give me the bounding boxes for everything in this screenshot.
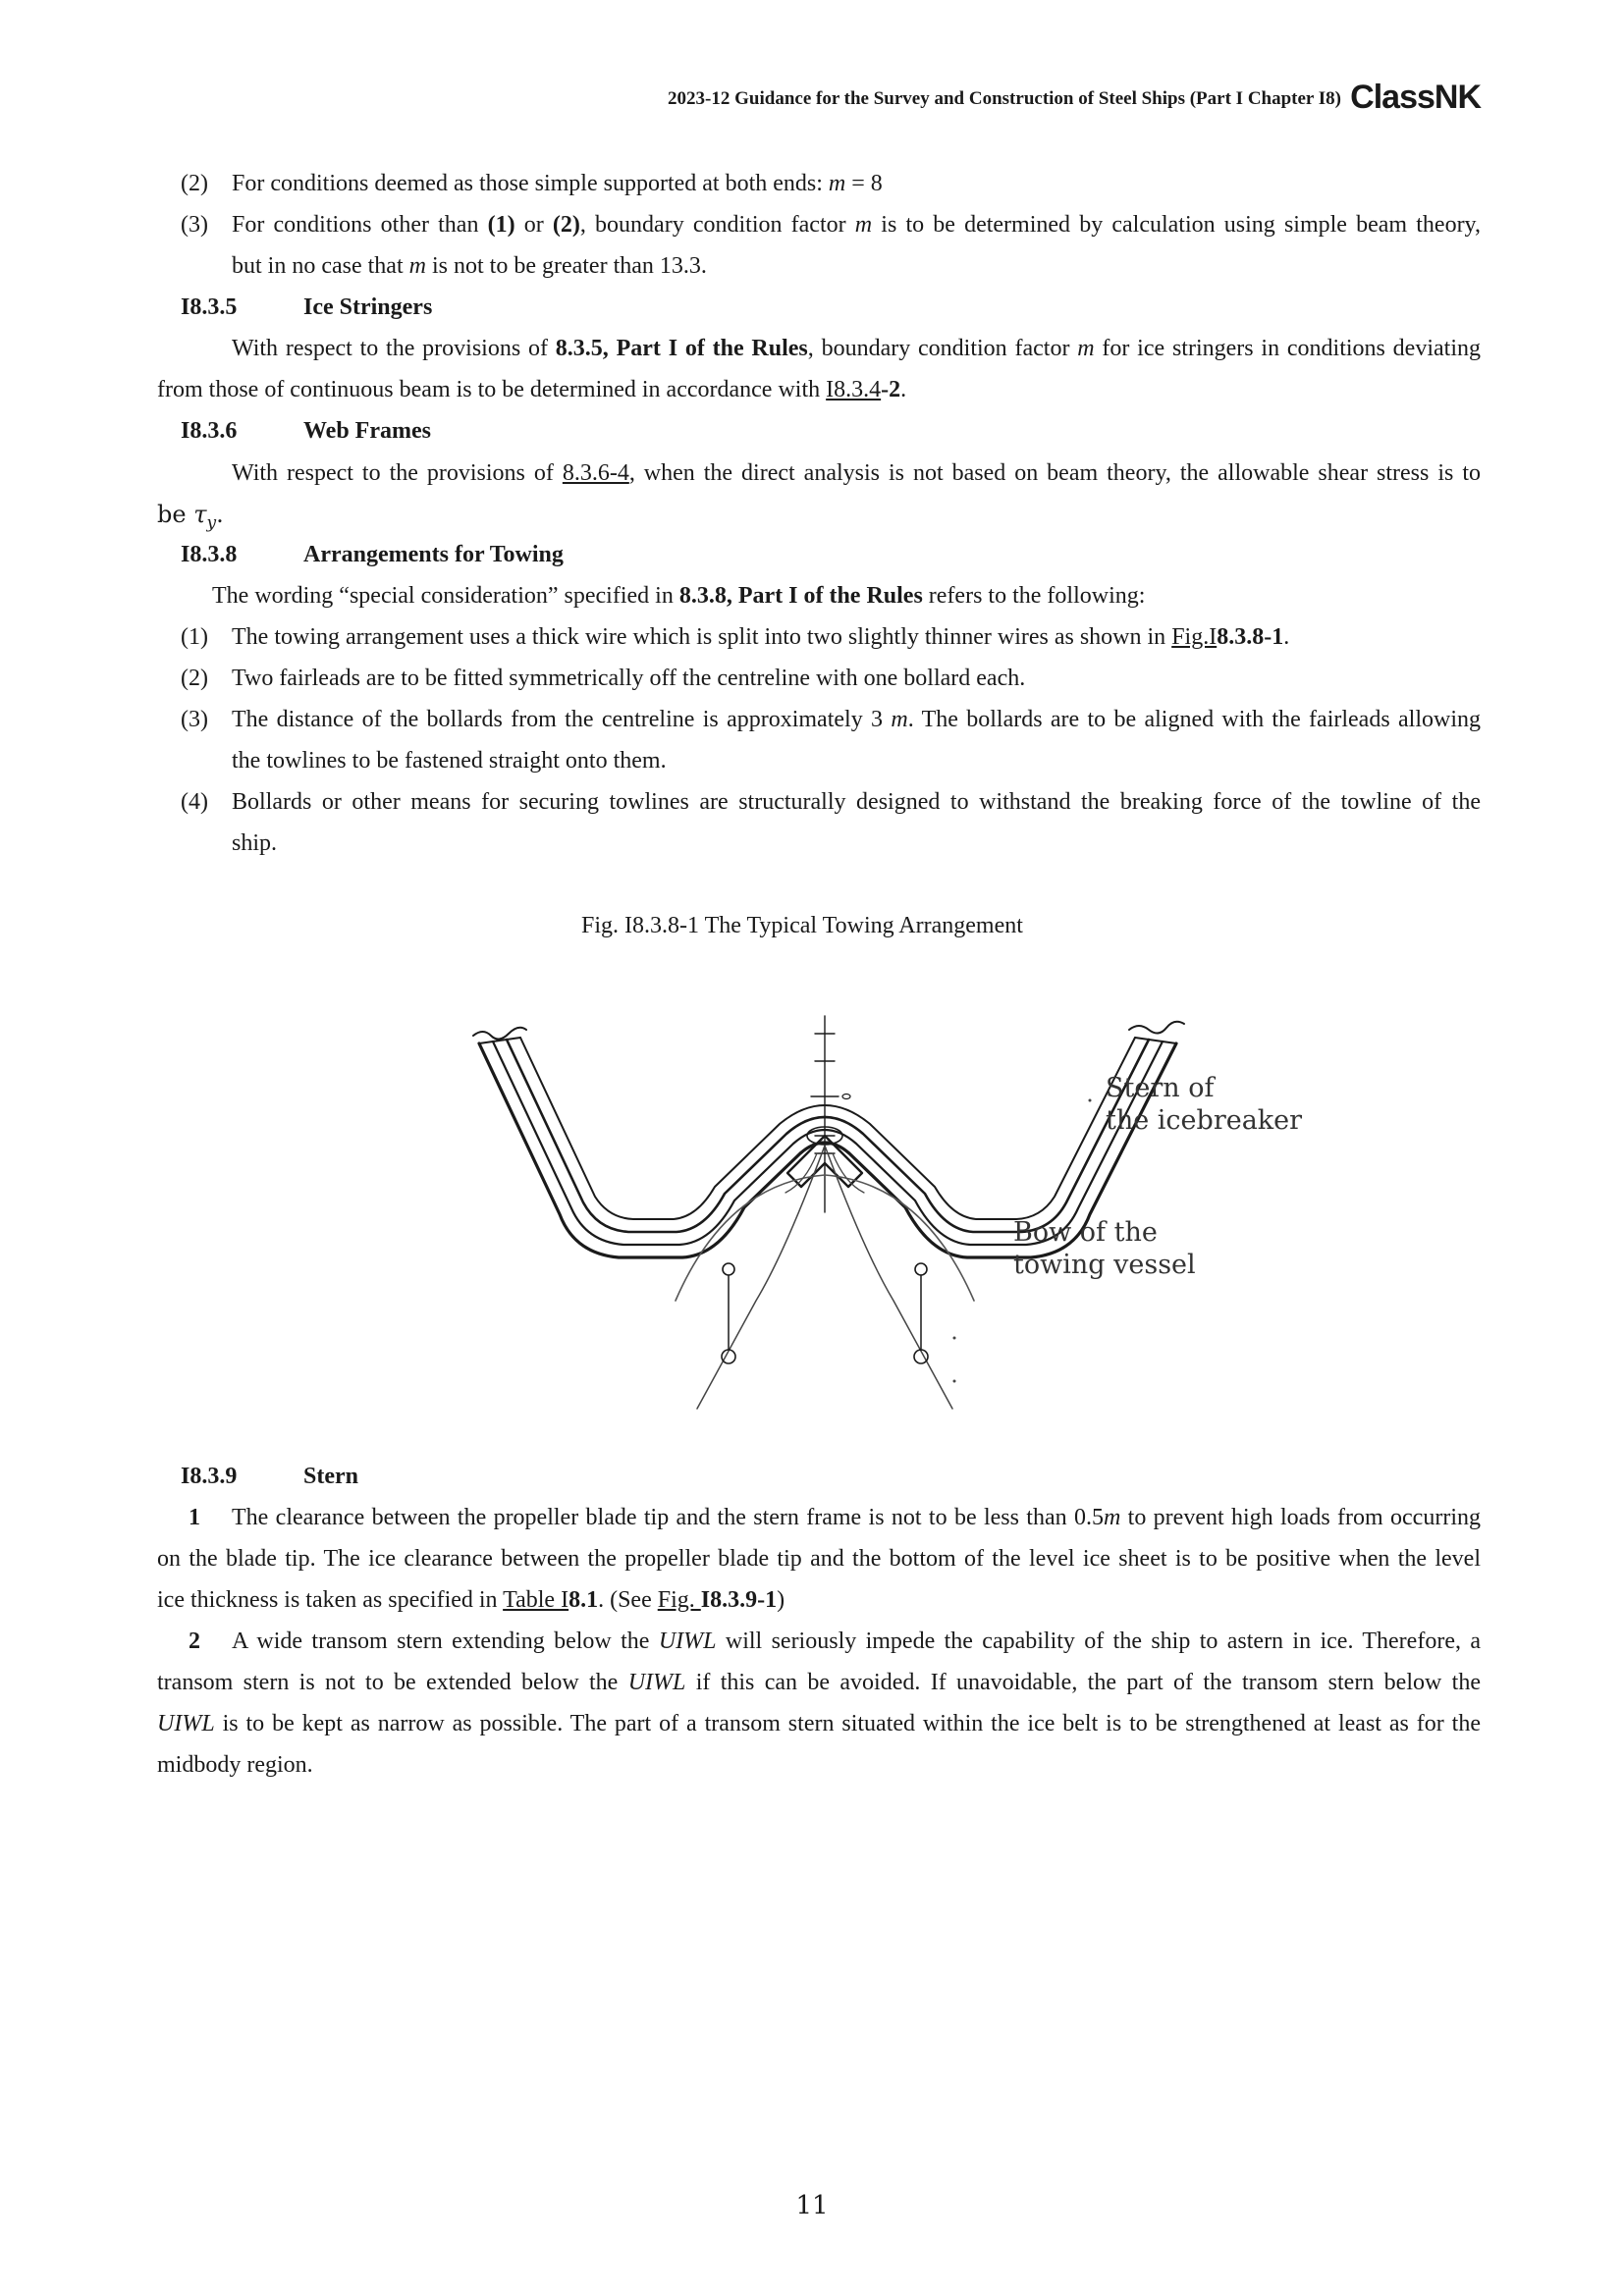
label-stern-line-2: the icebreaker: [1106, 1105, 1303, 1136]
towing-item-3-line-1: The distance of the bollards from the centreline is approximately 3 m. The bollards are to be aligned with the fairleads allowing: [232, 707, 1481, 732]
link-i8-3-4[interactable]: I8.3.4: [826, 377, 882, 402]
item-3-number: (3): [181, 212, 208, 238]
towing-item-3-line-2: the towlines to be fastened straight onto them.: [232, 748, 667, 774]
towing-item-2-text: Two fairleads are to be fitted symmetrically off the centreline with one bollard each.: [232, 666, 1026, 691]
stern-para-1-line-3: ice thickness is taken as specified in Table I8.1. (See Fig. I8.3.9-1): [157, 1587, 785, 1613]
stern-para-1-line-1: The clearance between the propeller blade tip and the stern frame is not to be less than 0.5m to prevent high loads from occurring: [232, 1505, 1481, 1530]
s836-line-1: With respect to the provisions of 8.3.6-4, when the direct analysis is not based on beam theory, the allowable shear stress is to: [232, 460, 1481, 486]
section-number-836: I8.3.6: [181, 418, 238, 444]
item-2-number: (2): [181, 171, 208, 196]
item-2-text: For conditions deemed as those simple supported at both ends: m = 8: [232, 171, 883, 196]
section-number-835: I8.3.5: [181, 294, 238, 320]
page-number: 11: [795, 2191, 829, 2220]
section-title-towing: Arrangements for Towing: [303, 542, 564, 567]
stern-para-2-number: 2: [189, 1629, 200, 1654]
fairlead-right: [915, 1263, 927, 1275]
pointer-dot-bow-2: [953, 1380, 956, 1383]
link-table-i8-1[interactable]: Table I: [503, 1587, 569, 1613]
towing-item-3-number: (3): [181, 707, 208, 732]
hull-break-right: [1129, 1022, 1184, 1034]
towing-item-2-number: (2): [181, 666, 208, 691]
hull-end-right: [1135, 1038, 1176, 1043]
towing-arrangement-figure: [461, 1006, 1345, 1418]
item-3-line-1: For conditions other than (1) or (2), boundary condition factor m is to be determined by calculation using simple beam theory,: [232, 212, 1481, 238]
pointer-dot-bow: [953, 1337, 956, 1340]
section-title-web-frames: Web Frames: [303, 418, 431, 444]
stern-para-2-line-3: UIWL is to be kept as narrow as possible. The part of a transom stern situated within the ice belt is to be strengthened at least as for the: [157, 1711, 1481, 1736]
link-fig-i8-3-9-1[interactable]: Fig.: [657, 1587, 701, 1613]
s835-line-1: With respect to the provisions of 8.3.5, Part I of the Rules, boundary condition factor m for ice stringers in conditions deviating: [232, 336, 1481, 361]
s838-intro: The wording “special consideration” specified in 8.3.8, Part I of the Rules refers to the following:: [212, 583, 1146, 609]
section-title-stern: Stern: [303, 1464, 358, 1489]
towing-item-4-line-1: Bollards or other means for securing towlines are structurally designed to withstand the breaking force of the towline of the: [232, 789, 1481, 815]
header-title: 2023-12 Guidance for the Survey and Construction of Steel Ships (Part I Chapter I8): [668, 88, 1341, 109]
classnk-logo: ClassNK: [1350, 79, 1481, 116]
s835-line-2: from those of continuous beam is to be determined in accordance with I8.3.4-2.: [157, 377, 907, 402]
stern-para-2-line-1: A wide transom stern extending below the UIWL will seriously impede the capability of the ship to astern in ice. Therefore, a: [232, 1629, 1481, 1654]
section-number-839: I8.3.9: [181, 1464, 238, 1489]
section-title-ice-stringers: Ice Stringers: [303, 294, 433, 320]
stern-para-1-line-2: on the blade tip. The ice clearance between the propeller blade tip and the bottom of the level ice sheet is to be positive when the level: [157, 1546, 1481, 1572]
page-header: [0, 79, 1481, 118]
towing-item-4-line-2: ship.: [232, 830, 278, 856]
link-8-3-6-4[interactable]: 8.3.6-4: [562, 460, 629, 486]
stern-para-2-line-2: transom stern is not to be extended below the UIWL if this can be avoided. If unavoidable, the part of the transom stern below the: [157, 1670, 1481, 1695]
label-bow-line-1: Bow of the: [1013, 1217, 1158, 1248]
s836-line-2: be $\tau_y$.: [157, 501, 224, 533]
section-number-838: I8.3.8: [181, 542, 238, 567]
towing-item-4-number: (4): [181, 789, 208, 815]
centreline-marker: [842, 1095, 850, 1099]
stern-para-1-number: 1: [189, 1505, 200, 1530]
link-fig-i8-3-8-1[interactable]: Fig.I: [1171, 624, 1218, 650]
pointer-dot-stern: [1089, 1099, 1092, 1102]
label-stern-line-1: Stern of: [1106, 1073, 1215, 1103]
item-3-line-2: but in no case that m is not to be greater than 13.3.: [232, 253, 707, 279]
label-bow-line-2: towing vessel: [1013, 1250, 1196, 1280]
figure-caption: Fig. I8.3.8-1 The Typical Towing Arrangement: [581, 913, 1023, 938]
towing-item-1-text: The towing arrangement uses a thick wire which is split into two slightly thinner wires as shown in Fig.I8.3.8-1.: [232, 624, 1290, 650]
towing-item-1-number: (1): [181, 624, 208, 650]
stern-para-2-line-4: midbody region.: [157, 1752, 313, 1778]
fairlead-left: [723, 1263, 734, 1275]
icebreaker-stern-inner-3: [520, 1038, 1135, 1219]
